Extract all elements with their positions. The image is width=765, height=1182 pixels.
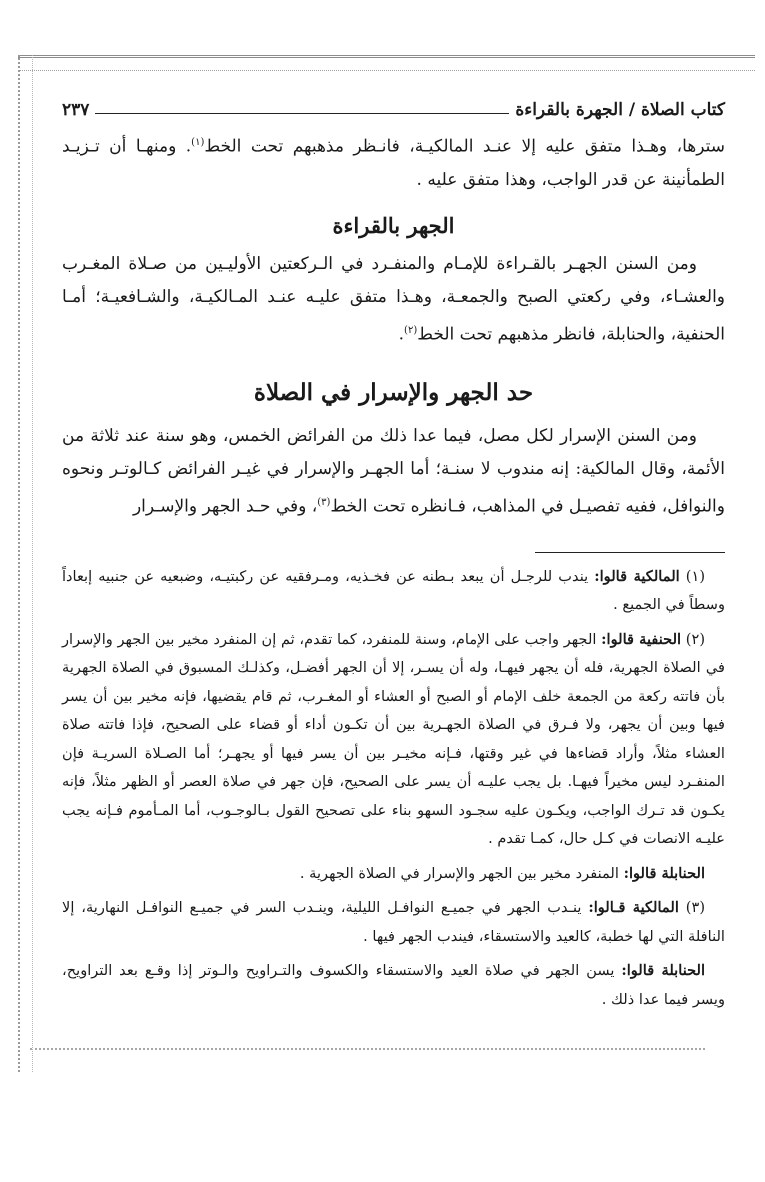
running-header: [62, 92, 725, 120]
footnote-number: (٣): [685, 899, 706, 917]
footnote-2-hanbali: [62, 860, 725, 889]
chapter-title: كتاب الصلاة / الجهرة بالقراءة: [515, 100, 725, 120]
footnote-text: يسن الجهر في صلاة العيد والاستسقاء والكسوف والتـراويح والـوتر إذا وقـع بعد التراويح، ويسر فيما عدا ذلك .: [62, 962, 725, 1008]
limits-text-end: ، وفي حـد الجهر والإسـرار: [132, 496, 318, 517]
footnote-ref-2: (٢): [404, 324, 418, 336]
footnote-3: [62, 894, 725, 951]
limits-text: ومن السنن الإسرار لكل مصل، فيما عدا ذلك من الفرائض الخمس، وهو سنة عند ثلاثة من الأئمة، وقال المالكية: إنه مندوب لا سنـة؛ أما الجهـر والإسرار في غيـر الفرائض كـالوتـر ونحوه والنوافل، ففيه تفصيـل في المذاهب، فـانظره تحت الخط: [62, 426, 725, 517]
footnote-text: الجهر واجب على الإمام، وسنة للمنفرد، كما تقدم، ثم إن المنفرد مخير بين الجهر والإسرار في الصلاة الجهرية، فله أن يجهر فيهـا، وله أن يسـر، إلا أن الجهر أفضـل، وكذلـك المسبوق في الصلاة الجهرية بأن فاتته ركعة من الجمعة خلف الإمام أو الصبح أو العشاء أو المغـرب، ثم قام يقضيها، فإنه مخير بين أن يسر فيها وبين أن يجهر، ولا فـرق في الصلاة الجهـرية بين أن تكـون أداء أو قضاء على الصحيح، فإذا فاتته صلاة العشاء مثلاً، وأراد قضاءها في غير وقتها، فـإنه مخيـر بين أن يسر فيها أو يجهـر؛ أما الصـلاة السريـة فإن المنفـرد ليس مخيراً فيهـا. بل يجب عليـه أن يسر على الصحيح، فإن جهر في صلاة العصر أو الظهر مثلاً، فإنه يكـون قد تـرك الواجب، ويكـون عليه سجـود السهو بناء على تصحيح القول بـالوجـوب، أما المـأموم فـإنه يجب عليـه الانصات في كـل حال، كمـا تقدم .: [62, 630, 725, 848]
footnote-separator: [535, 552, 725, 553]
page-border-bottom: [30, 1040, 705, 1050]
page-number: ٢٣٧: [62, 100, 90, 120]
footnote-2: [62, 626, 725, 854]
footnote-1: [62, 563, 725, 620]
intro-text-a: سترها، وهـذا متفق عليه إلا عنـد المالكيـة، فانـظر مذهبهم تحت الخط: [204, 136, 725, 157]
section-heading-recitation: الجهر بالقراءة: [332, 212, 455, 238]
recitation-text-end: .: [398, 324, 405, 345]
intro-paragraph: [62, 126, 725, 197]
footnote-text: ينـدب الجهر في جميـع النوافـل الليلية، وينـدب السر في جميـع النوافـل النهارية، إلا النافلة التي لها خطبة، كالعيد والاستسقاء، فيندب الجهر فيها .: [62, 899, 725, 945]
page-border-side: [18, 55, 33, 1072]
footnote-text: يندب للرجـل أن يبعد بـطنه عن فخـذيه، ومـرفقيه عن ركبتيـه، وضبعيه عن جنبيه إبعاداً وسطاً في الجميع .: [62, 567, 725, 614]
footnote-school-label: الحنفية قالوا:: [601, 630, 682, 648]
footnote-number: (١): [685, 567, 706, 585]
page-content: [62, 126, 725, 1020]
footnote-text: المنفرد مخير بين الجهر والإسرار في الصلاة الجهرية .: [299, 864, 619, 882]
limits-paragraph: [62, 420, 725, 524]
header-rule: [95, 113, 509, 114]
recitation-paragraph: [62, 248, 725, 352]
recitation-text: ومن السنن الجهـر بالقـراءة للإمـام والمنفـرد في الـركعتين الأوليـين من صـلاة المغـرب والعشـاء، وفي ركعتي الصبح والجمعـة، وهـذا متفق عليـه عنـد المـالكيـة، والشـافعيـة؛ أمـا الحنفية، والحنابلة، فانظر مذهبهم تحت الخط: [62, 253, 725, 345]
section-heading-limits: حد الجهر والإسرار في الصلاة: [253, 379, 534, 407]
intro-text-b: . ومنهـا أن تـزيـد: [62, 136, 192, 157]
intro-text-c: الطمأنينة عن قدر الواجب، وهذا متفق عليه .: [416, 169, 725, 190]
footnote-school-label: المالكية قالوا:: [594, 567, 680, 585]
footnote-ref-1: (١): [191, 137, 205, 148]
footnote-school-label: الحنابلة قالوا:: [623, 864, 705, 882]
footnote-school-label: المالكية قـالوا:: [588, 899, 679, 917]
footnote-3-hanbali: [62, 957, 725, 1014]
footnote-ref-3: (٣): [317, 497, 331, 509]
footnote-school-label: الحنابلة قالوا:: [621, 962, 706, 980]
page-border-top: [18, 55, 755, 71]
footnote-number: (٢): [685, 630, 706, 648]
